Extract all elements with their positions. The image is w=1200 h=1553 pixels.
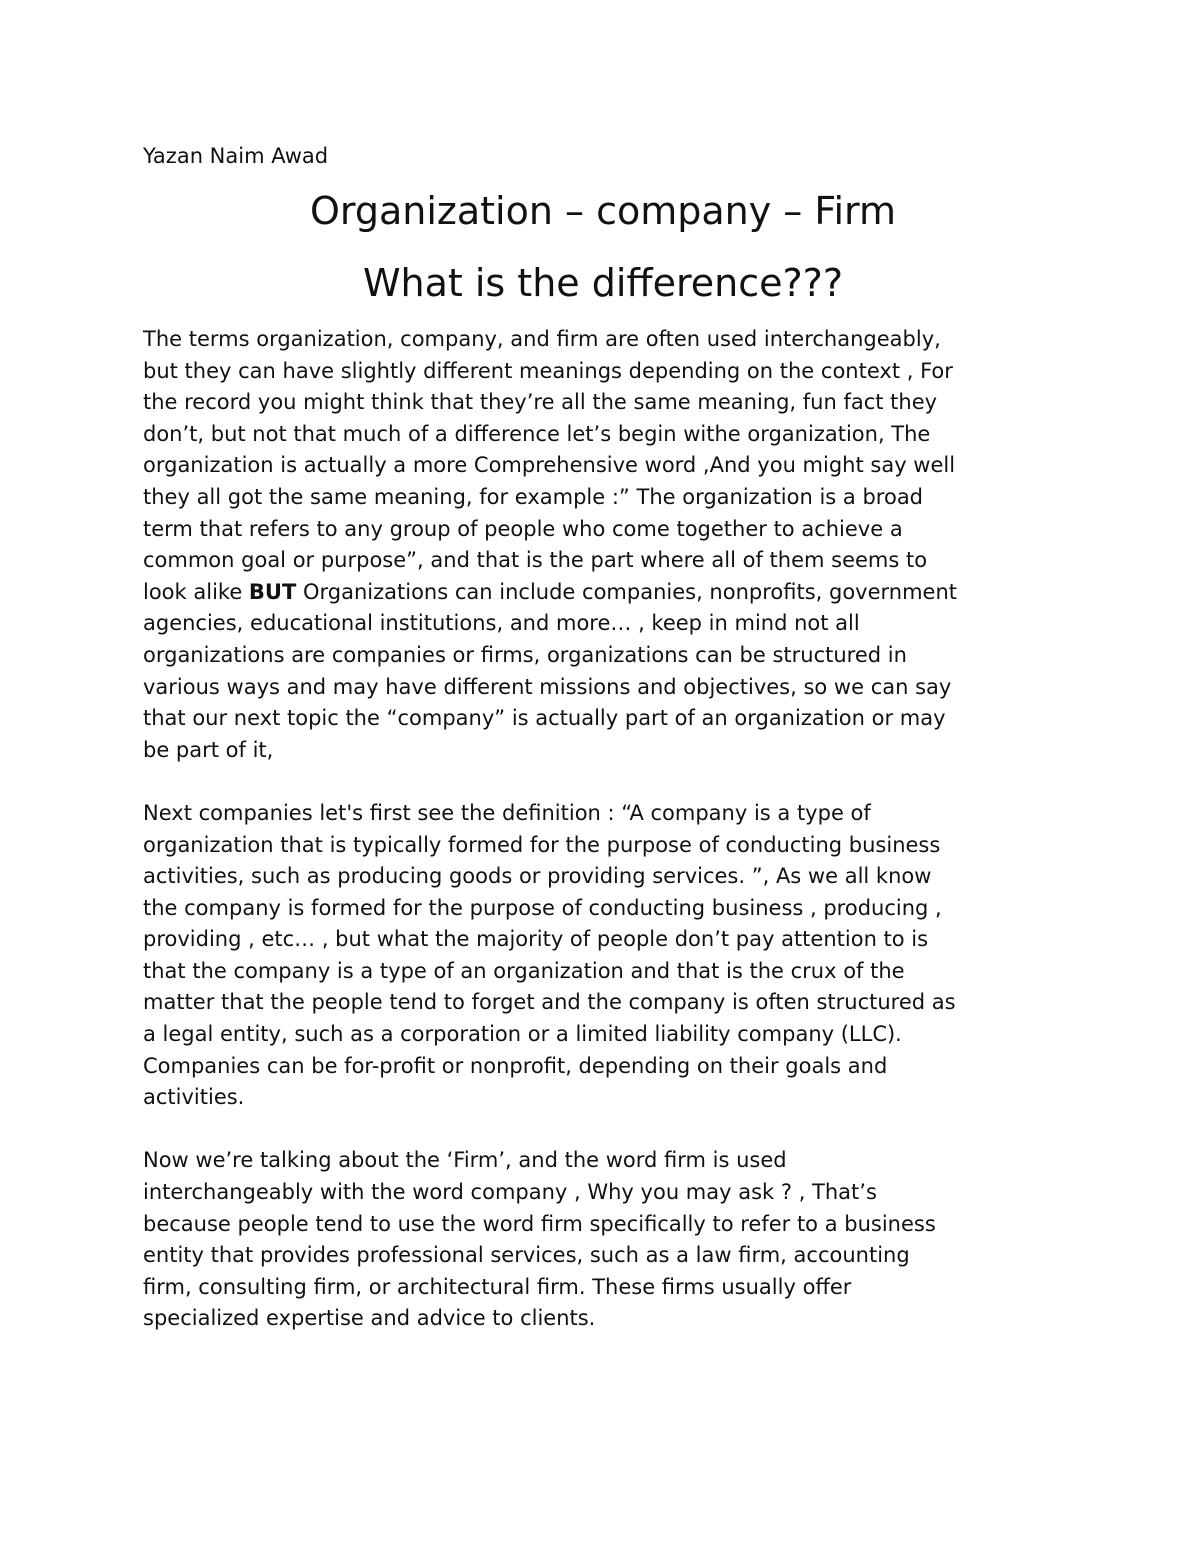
text-line: various ways and may have different missions and objectives, so we can say — [143, 674, 952, 699]
text-line: don’t, but not that much of a difference let’s begin withe organization, The — [143, 421, 931, 446]
document-body — [143, 324, 1063, 1367]
text-line: because people tend to use the word firm specifically to refer to a business — [143, 1211, 936, 1236]
text-segment: Organizations can include companies, nonprofits, government — [296, 579, 958, 604]
document-subtitle: What is the difference??? — [362, 261, 844, 305]
emphasis-but: BUT — [248, 579, 297, 604]
author-name: Yazan Naim Awad — [143, 144, 329, 168]
text-line: common goal or purpose”, and that is the part where all of them seems to — [143, 548, 928, 573]
text-line: term that refers to any group of people who come together to achieve a — [143, 516, 903, 541]
paragraph-firm — [143, 1145, 1063, 1335]
text-line: but they can have slightly different meanings depending on the context , For — [143, 358, 953, 383]
text-line: Next companies let's first see the definition : “A company is a type of — [143, 800, 871, 825]
text-line: Now we’re talking about the ‘Firm’, and the word firm is used — [143, 1148, 787, 1173]
text-segment: look alike — [143, 579, 249, 604]
text-line: that our next topic the “company” is actually part of an organization or may — [143, 706, 946, 731]
text-line: interchangeably with the word company , Why you may ask ? , That’s — [143, 1180, 877, 1205]
text-line: specialized expertise and advice to clients. — [143, 1306, 596, 1331]
text-line: Companies can be for-profit or nonprofit, depending on their goals and — [143, 1053, 888, 1078]
document-title: Organization – company – Firm — [309, 189, 896, 233]
text-line: they all got the same meaning, for example :” The organization is a broad — [143, 484, 924, 509]
text-line: be part of it, — [143, 737, 274, 762]
text-line: organizations are companies or firms, organizations can be structured in — [143, 642, 907, 667]
text-line: activities. — [143, 1085, 245, 1110]
text-line: that the company is a type of an organization and that is the crux of the — [143, 958, 905, 983]
text-line-with-emphasis — [143, 577, 1063, 609]
paragraph-company — [143, 798, 1063, 1114]
text-line: The terms organization, company, and firm are often used interchangeably, — [143, 327, 941, 351]
text-line: the record you might think that they’re all the same meaning, fun fact they — [143, 390, 938, 415]
paragraph-organization — [143, 324, 1063, 766]
text-line: matter that the people tend to forget and the company is often structured as — [143, 990, 956, 1015]
document-page — [143, 0, 1063, 1553]
text-line: activities, such as producing goods or providing services. ”, As we all know — [143, 864, 932, 889]
text-line: the company is formed for the purpose of conducting business , producing , — [143, 895, 942, 920]
text-line: firm, consulting firm, or architectural firm. These firms usually offer — [143, 1274, 852, 1299]
text-line: organization that is typically formed for the purpose of conducting business — [143, 832, 941, 857]
text-line: organization is actually a more Comprehensive word ,And you might say well — [143, 453, 956, 478]
text-line: entity that provides professional services, such as a law firm, accounting — [143, 1243, 910, 1268]
text-line: agencies, educational institutions, and more… , keep in mind not all — [143, 611, 860, 636]
text-line: providing , etc… , but what the majority of people don’t pay attention to is — [143, 927, 929, 952]
text-line: a legal entity, such as a corporation or a limited liability company (LLC). — [143, 1022, 902, 1047]
